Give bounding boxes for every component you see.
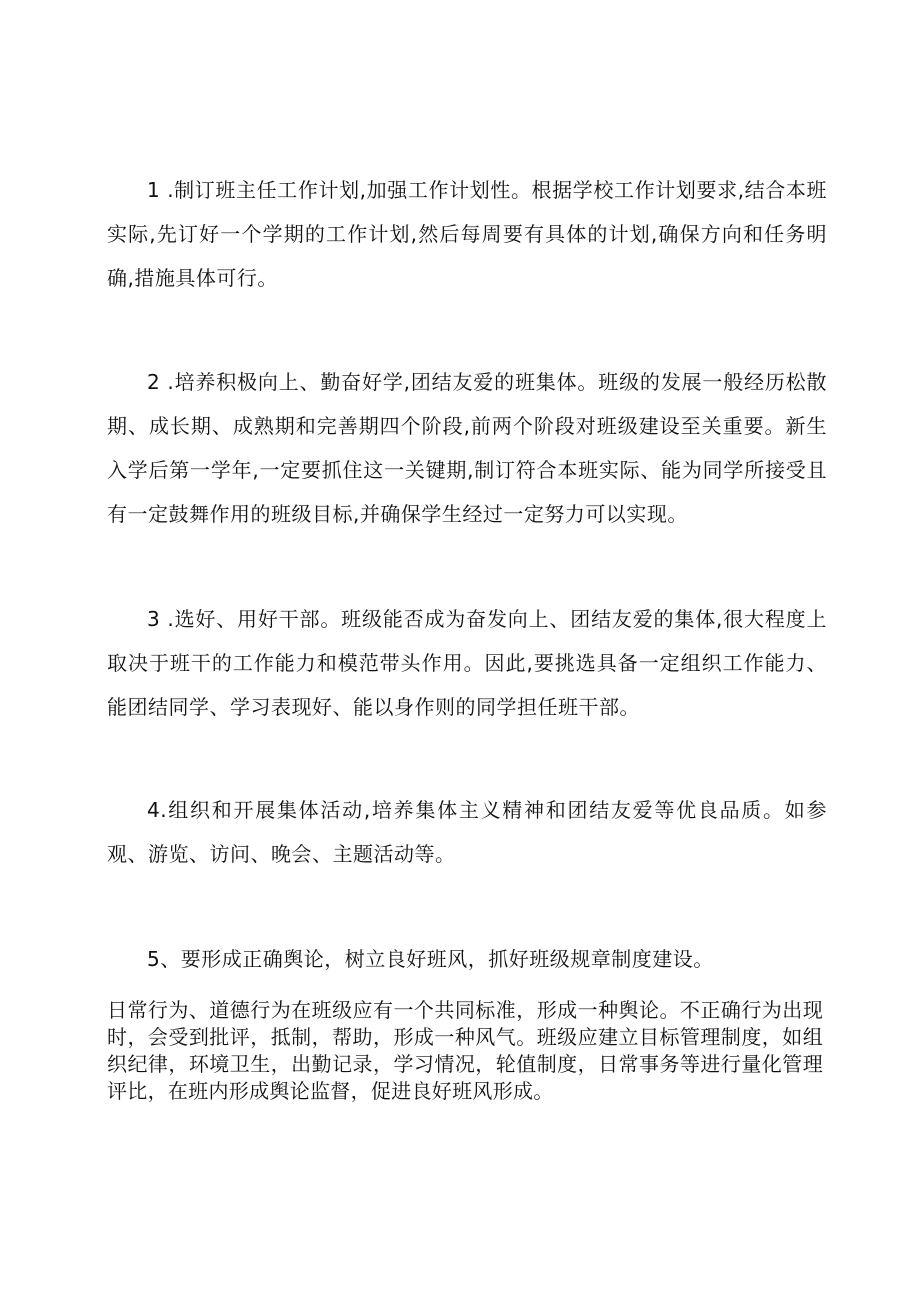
paragraph-5-heading: 5、要形成正确舆论，树立良好班风，抓好班级规章制度建设。	[147, 947, 714, 971]
paragraph-4: 4.组织和开展集体活动,培养集体主义精神和团结友爱等优良品质。如参观、游览、访问、晚会、主题活动等。	[107, 798, 827, 866]
paragraph-5-body: 日常行为、道德行为在班级应有一个共同标准，形成一种舆论。不正确行为出现时，会受到批评，抵制，帮助，形成一种风气。班级应建立目标管理制度，如组织纪律，环境卫生，出勤记录，学习情况，轮值制度，日常事务等进行量化管理评比，在班内形成舆论监督，促进良好班风形成。	[107, 998, 823, 1103]
paragraph-2: 2 .培养积极向上、勤奋好学,团结友爱的班集体。班级的发展一般经历松散期、成长期、成熟期和完善期四个阶段,前两个阶段对班级建设至关重要。新生入学后第一学年,一定要抓住这一关键期,制订符合本班实际、能为同学所接受且有一定鼓舞作用的班级目标,并确保学生经过一定努力可以实现。	[107, 370, 827, 526]
paragraph-1: 1 .制订班主任工作计划,加强工作计划性。根据学校工作计划要求,结合本班实际,先订好一个学期的工作计划,然后每周要有具体的计划,确保方向和任务明确,措施具体可行。	[107, 178, 827, 290]
paragraph-3: 3 .选好、用好干部。班级能否成为奋发向上、团结友爱的集体,很大程度上取决于班干的工作能力和模范带头作用。因此,要挑选具备一定组织工作能力、能团结同学、学习表现好、能以身作则的同学担任班干部。	[107, 607, 827, 719]
